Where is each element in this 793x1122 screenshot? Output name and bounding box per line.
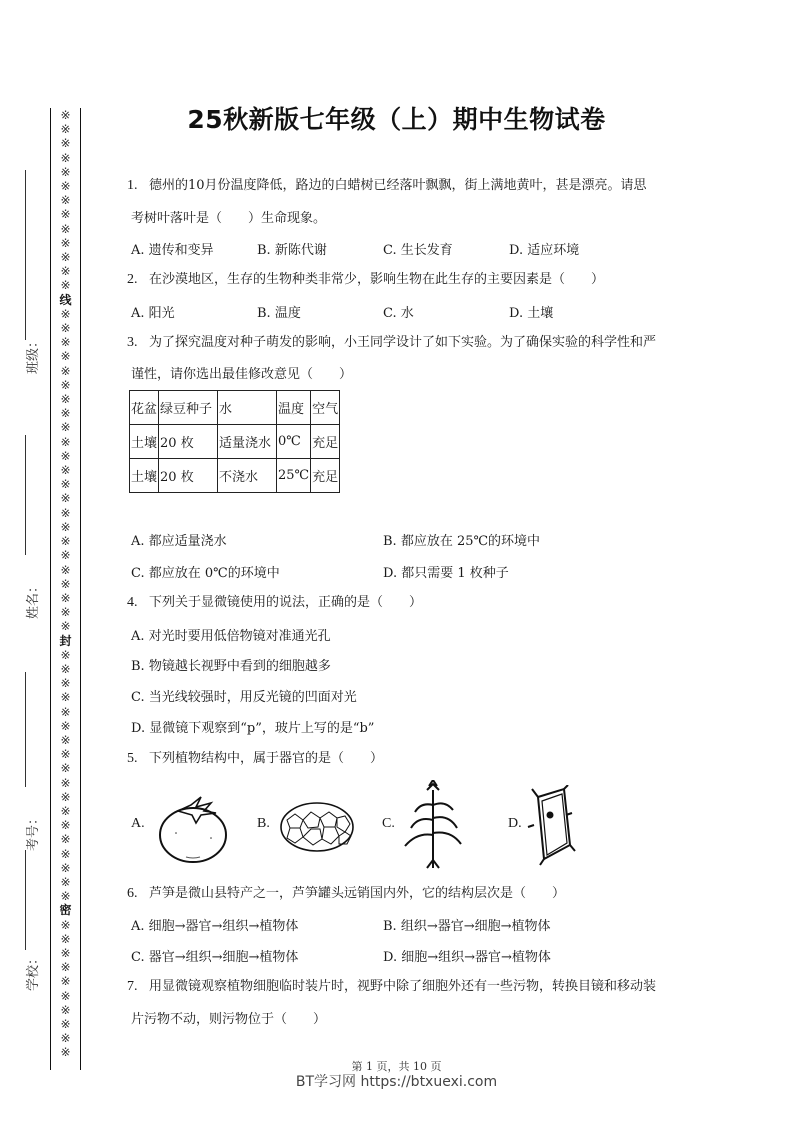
question-3-continuation: 谨性，请你选出最佳修改意见（ ） xyxy=(131,367,353,382)
x-mark: ※ xyxy=(60,974,71,989)
question-text: 德州的10月份温度降低，路边的白蜡树已经落叶飘飘，街上满地黄叶，甚是漂亮。请思 xyxy=(149,178,647,193)
question-number: 5. xyxy=(127,751,138,766)
x-mark: ※ xyxy=(60,889,71,904)
table-cell: 充足 xyxy=(311,425,340,459)
tomato-icon xyxy=(156,793,231,865)
x-mark: ※ xyxy=(60,179,71,194)
table-cell: 充足 xyxy=(311,459,340,493)
question-text: 为了探究温度对种子萌发的影响，小王同学设计了如下实验。为了确保实验的科学性和严 xyxy=(149,335,657,350)
question-3 xyxy=(127,327,697,358)
x-mark: ※ xyxy=(60,477,71,492)
table-cell: 20 枚 xyxy=(159,459,218,493)
option-d[interactable]: D. 适应环境 xyxy=(509,243,580,258)
option-d[interactable]: D. 细胞→组织→器官→植物体 xyxy=(383,950,551,965)
x-mark: ※ xyxy=(60,150,71,165)
option-c[interactable]: C. 水 xyxy=(383,306,414,321)
x-mark: ※ xyxy=(60,377,71,392)
option-d[interactable]: D. 显微镜下观察到“p”，玻片上写的是“b” xyxy=(131,721,375,736)
question-text: 芦笋是微山县特产之一，芦笋罐头远销国内外，它的结构层次是（ ） xyxy=(149,886,566,901)
option-b[interactable]: B. xyxy=(257,816,270,831)
x-mark: ※ xyxy=(60,1002,71,1017)
option-a[interactable]: A. 都应适量浇水 xyxy=(131,534,227,549)
x-mark: ※ xyxy=(60,690,71,705)
cell-tissue-icon xyxy=(279,800,355,854)
experiment-table xyxy=(129,390,340,493)
option-b[interactable]: B. 温度 xyxy=(257,306,301,321)
x-mark: ※ xyxy=(60,661,71,676)
question-2-options xyxy=(131,302,553,321)
question-number: 3. xyxy=(127,335,138,350)
table-cell: 0℃ xyxy=(277,425,311,459)
question-text: 用显微镜观察植物细胞临时装片时，视野中除了细胞外还有一些污物，转换目镜和移动装 xyxy=(149,979,657,994)
x-mark: ※ xyxy=(60,264,71,279)
x-mark: ※ xyxy=(60,534,71,549)
x-mark: ※ xyxy=(60,505,71,520)
table-cell: 25℃ xyxy=(277,459,311,493)
page-title: 25秋新版七年级（上）期中生物试卷 xyxy=(187,105,606,134)
table-header: 温度 xyxy=(277,391,311,425)
x-mark: ※ xyxy=(60,747,71,762)
x-mark: ※ xyxy=(60,250,71,265)
x-mark: ※ xyxy=(60,676,71,691)
x-mark: ※ xyxy=(60,122,71,137)
option-b[interactable]: B. 组织→器官→细胞→植物体 xyxy=(383,919,551,934)
x-mark: ※ xyxy=(60,775,71,790)
x-mark: ※ xyxy=(60,1045,71,1060)
x-mark: ※ xyxy=(60,704,71,719)
option-a[interactable]: A. 对光时要用低倍物镜对准通光孔 xyxy=(131,629,331,644)
x-mark: ※ xyxy=(60,321,71,336)
question-number: 1. xyxy=(127,178,138,193)
x-mark: ※ xyxy=(60,945,71,960)
question-number: 4. xyxy=(127,595,138,610)
x-mark: ※ xyxy=(60,917,71,932)
x-mark: ※ xyxy=(60,221,71,236)
table-header: 花盆 xyxy=(130,391,159,425)
x-mark: ※ xyxy=(60,846,71,861)
x-mark: ※ xyxy=(60,1031,71,1046)
x-mark: ※ xyxy=(60,789,71,804)
x-mark: ※ xyxy=(60,491,71,506)
option-c[interactable]: C. xyxy=(382,816,395,831)
x-mark: ※ xyxy=(60,619,71,634)
x-mark: ※ xyxy=(60,463,71,478)
question-4 xyxy=(127,587,697,618)
x-mark: ※ xyxy=(60,988,71,1003)
x-mark: ※ xyxy=(60,363,71,378)
x-mark: ※ xyxy=(60,278,71,293)
x-mark: ※ xyxy=(60,235,71,250)
question-7-continuation: 片污物不动，则污物位于（ ） xyxy=(131,1012,327,1027)
table-header-row xyxy=(130,391,340,425)
x-mark: ※ xyxy=(60,576,71,591)
x-mark: ※ xyxy=(60,406,71,421)
plant-cell-icon xyxy=(526,785,576,867)
table-row xyxy=(130,425,340,459)
table-cell: 适量浇水 xyxy=(218,425,277,459)
x-mark: ※ xyxy=(60,960,71,975)
x-mark: ※ xyxy=(60,718,71,733)
table-cell: 土壤 xyxy=(130,459,159,493)
x-mark: ※ xyxy=(60,392,71,407)
x-mark: ※ xyxy=(60,732,71,747)
option-c[interactable]: C. 生长发育 xyxy=(383,243,453,258)
question-2 xyxy=(127,264,697,295)
question-7 xyxy=(127,971,697,1002)
seal-char: 密 xyxy=(59,903,72,918)
table-header: 空气 xyxy=(311,391,340,425)
x-mark: ※ xyxy=(60,548,71,563)
question-number: 6. xyxy=(127,886,138,901)
class-field-label: 班级： xyxy=(26,334,42,375)
x-mark: ※ xyxy=(60,420,71,435)
x-mark: ※ xyxy=(60,832,71,847)
x-mark: ※ xyxy=(60,818,71,833)
question-1 xyxy=(127,170,697,201)
option-a[interactable]: A. 细胞→器官→组织→植物体 xyxy=(131,919,299,934)
seal-line-marks xyxy=(51,108,80,1070)
option-d[interactable]: D. 都只需要 1 枚种子 xyxy=(383,566,509,581)
school-field-label: 学校： xyxy=(26,951,42,992)
x-mark: ※ xyxy=(60,335,71,350)
question-number: 7. xyxy=(127,979,138,994)
x-mark: ※ xyxy=(60,349,71,364)
question-text: 在沙漠地区，生存的生物种类非常少，影响生物在此生存的主要因素是（ ） xyxy=(149,272,605,287)
question-number: 2. xyxy=(127,272,138,287)
x-mark: ※ xyxy=(60,860,71,875)
option-a[interactable]: A. xyxy=(131,816,145,831)
table-header: 水 xyxy=(218,391,277,425)
option-d[interactable]: D. xyxy=(508,816,522,831)
option-a[interactable]: A. 阳光 xyxy=(131,306,175,321)
question-1-options xyxy=(131,239,579,258)
watermark: BT学习网 https://btxuexi.com xyxy=(295,1074,498,1090)
name-field-label: 姓名： xyxy=(26,579,42,620)
question-5 xyxy=(127,743,697,774)
exam-id-field-line xyxy=(25,850,26,950)
option-b[interactable]: B. 新陈代谢 xyxy=(257,243,327,258)
option-c[interactable]: C. 器官→组织→细胞→植物体 xyxy=(131,950,299,965)
x-mark: ※ xyxy=(60,164,71,179)
x-mark: ※ xyxy=(60,874,71,889)
corn-plant-icon xyxy=(403,780,463,870)
binding-margin xyxy=(50,108,81,1070)
question-3-options-row-2 xyxy=(131,562,509,581)
x-mark: ※ xyxy=(60,207,71,222)
table-cell: 20 枚 xyxy=(159,425,218,459)
seal-char: 线 xyxy=(59,292,72,307)
class-field-line xyxy=(25,170,26,340)
question-text: 下列植物结构中，属于器官的是（ ） xyxy=(149,751,384,766)
option-d[interactable]: D. 土壤 xyxy=(509,306,554,321)
option-a[interactable]: A. 遗传和变异 xyxy=(131,243,214,258)
x-mark: ※ xyxy=(60,761,71,776)
x-mark: ※ xyxy=(60,647,71,662)
question-1-continuation: 考树叶落叶是（ ）生命现象。 xyxy=(131,211,327,226)
table-cell: 土壤 xyxy=(130,425,159,459)
question-3-options-row-1 xyxy=(131,530,540,549)
table-cell: 不浇水 xyxy=(218,459,277,493)
table-row xyxy=(130,459,340,493)
x-mark: ※ xyxy=(60,931,71,946)
x-mark: ※ xyxy=(60,434,71,449)
exam-id-field-label: 考号： xyxy=(26,811,42,852)
question-5-figures xyxy=(131,785,601,870)
x-mark: ※ xyxy=(60,590,71,605)
x-mark: ※ xyxy=(60,1017,71,1031)
question-text: 下列关于显微镜使用的说法，正确的是（ ） xyxy=(149,595,423,610)
option-c[interactable]: C. 当光线较强时，用反光镜的凹面对光 xyxy=(131,690,357,705)
name-field-line xyxy=(25,672,26,787)
question-6-options-row-1 xyxy=(131,915,551,934)
x-mark: ※ xyxy=(60,448,71,463)
x-mark: ※ xyxy=(60,803,71,818)
x-mark: ※ xyxy=(60,562,71,577)
question-6 xyxy=(127,878,697,909)
x-mark: ※ xyxy=(60,519,71,534)
class-field-line-lower xyxy=(25,435,26,555)
table-header: 绿豆种子 xyxy=(159,391,218,425)
page-number: 第 1 页，共 10 页 xyxy=(351,1060,442,1073)
question-6-options-row-2 xyxy=(131,946,551,965)
x-mark: ※ xyxy=(60,605,71,620)
x-mark: ※ xyxy=(60,108,71,122)
x-mark: ※ xyxy=(60,136,71,151)
option-c[interactable]: C. 都应放在 0℃的环境中 xyxy=(131,566,280,581)
x-mark: ※ xyxy=(60,306,71,321)
x-mark: ※ xyxy=(60,193,71,208)
seal-char: 封 xyxy=(59,633,72,648)
option-b[interactable]: B. 都应放在 25℃的环境中 xyxy=(383,534,541,549)
option-b[interactable]: B. 物镜越长视野中看到的细胞越多 xyxy=(131,659,331,674)
